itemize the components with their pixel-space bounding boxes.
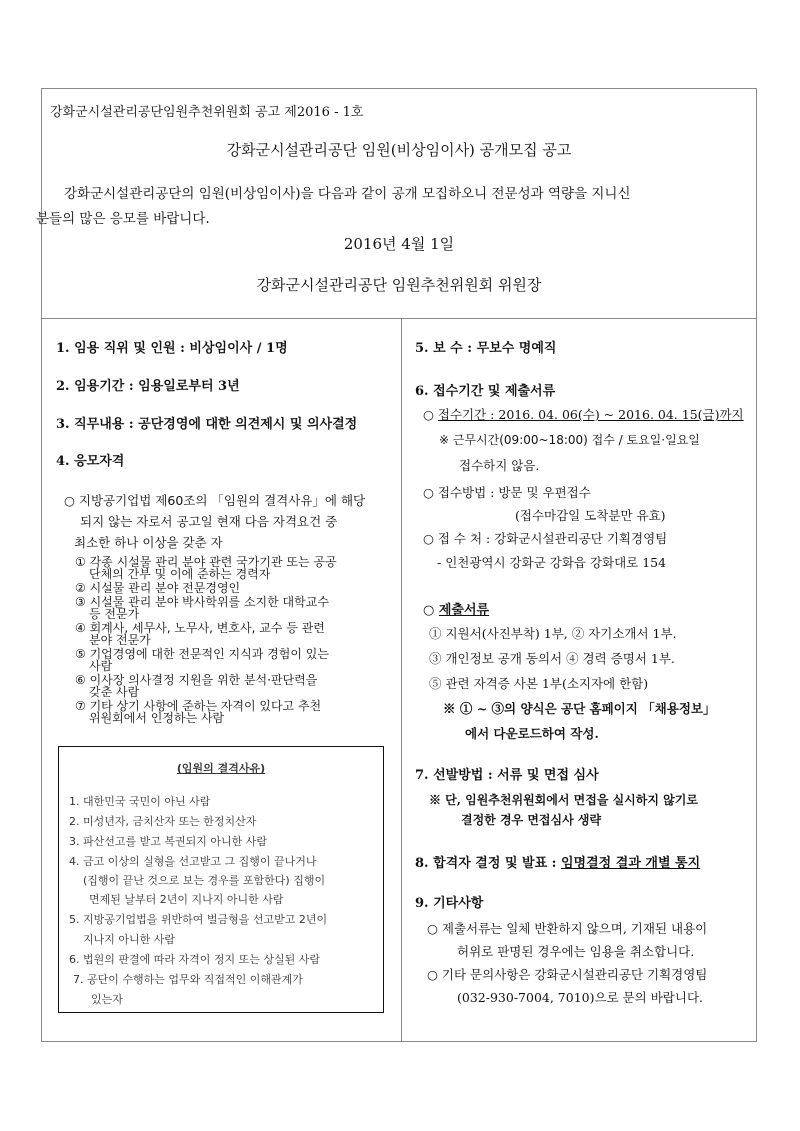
- hours-note-line-2: 접수하지 않음.: [459, 458, 540, 473]
- notice-header: [36, 89, 756, 319]
- disqualification-line: 면제된 날부터 2년이 지나지 아니한 사람: [89, 893, 284, 906]
- disqualification-line: 4. 금고 이상의 실형을 선고받고 그 집행이 끝나거나: [69, 855, 317, 868]
- notice-title: 강화군시설관리공단 임원(비상임이사) 공개모집 공고: [226, 141, 572, 159]
- section-8-announcement: 8. 합격자 결정 및 발표 : 임명결정 결과 개별 통지: [415, 856, 701, 871]
- other-note-1-line-1: ○ 제출서류는 일체 반환하지 않으며, 기재된 내용이: [427, 921, 708, 936]
- notice-number: 강화군시설관리공단임원추천위원회 공고 제2016 - 1호: [50, 105, 364, 120]
- section-3-duties: 3. 직무내용 : 공단경영에 대한 의견제시 및 의사결정: [56, 417, 358, 432]
- disqualification-title: (임원의 결격사유): [176, 762, 266, 775]
- qualification-item: ⑦ 기타 상기 사항에 준하는 자격이 있다고 추천 위원회에서 인정하는 사람: [75, 699, 322, 725]
- section-2-term: 2. 임용기간 : 임용일로부터 3년: [56, 379, 240, 394]
- disqualification-line: 5. 지방공기업법을 위반하여 벌금형을 선고받고 2년이: [69, 913, 328, 926]
- disqualification-line: 3. 파산선고를 받고 복권되지 아니한 사람: [69, 835, 267, 848]
- signer: 강화군시설관리공단 임원추천위원회 위원장: [256, 276, 542, 294]
- qual-intro-line-3: 최소한 하나 이상을 갖춘 자: [74, 535, 223, 550]
- hours-note-line-1: ※ 근무시간(09:00~18:00) 접수 / 토요일·일요일: [439, 433, 700, 447]
- qual-intro-line-2: 되지 않는 자로서 공고일 현재 다음 자격요건 중: [80, 514, 338, 529]
- intro-paragraph: [36, 182, 746, 232]
- column-divider: [401, 319, 402, 1041]
- application-period: ○ 접수기간 : 2016. 04. 06(수) ~ 2016. 04. 15(금)까지: [423, 407, 744, 422]
- office-address: - 인천광역시 강화군 강화읍 강화대로 154: [437, 555, 667, 570]
- application-method: ○ 접수방법 : 방문 및 우편접수: [423, 485, 591, 500]
- disqualification-line: (집행이 끝난 것으로 보는 경우를 포함한다) 집행이: [83, 874, 326, 887]
- intro-line-2: 분들의 많은 응모를 바랍니다.: [36, 211, 210, 227]
- qual-intro-line-1: ○ 지방공기업법 제60조의 「임원의 결격사유」에 해당: [64, 493, 366, 508]
- disqualification-line: 7. 공단이 수행하는 업무와 직접적인 이해관계가: [73, 973, 303, 986]
- notice-date: 2016년 4월 1일: [343, 235, 455, 253]
- qualification-item: ④ 회계사, 세무사, 노무사, 변호사, 교수 등 관련 분야 전문가: [75, 621, 325, 647]
- doc-line: ① 지원서(사진부착) 1부, ② 자기소개서 1부.: [429, 626, 677, 641]
- application-office: ○ 접 수 처 : 강화군시설관리공단 기획경영팀: [423, 531, 668, 546]
- section-7-selection: 7. 선발방법 : 서류 및 면접 심사: [415, 768, 599, 783]
- other-note-2-line-1: ○ 기타 문의사항은 강화군시설관리공단 기획경영팀: [427, 967, 708, 982]
- selection-note-line-2: 결정한 경우 면접심사 생략: [461, 813, 602, 827]
- qualification-item: ⑥ 이사장 의사결정 지원을 위한 분석·판단력을 갖춘 사람: [75, 673, 318, 699]
- section-1-position: 1. 임용 직위 및 인원 : 비상임이사 / 1명: [56, 341, 288, 356]
- application-method-note: (접수마감일 도착분만 유효): [515, 508, 666, 523]
- intro-line-1: 강화군시설관리공단의 임원(비상임이사)을 다음과 같이 공개 모집하오니 전문성과 역량을 지니신: [64, 186, 631, 202]
- section-9-other: 9. 기타사항: [415, 896, 484, 911]
- disqualification-line: 1. 대한민국 국민이 아닌 사람: [69, 795, 211, 808]
- qualification-item: ⑤ 기업경영에 대한 전문적인 지식과 경험이 있는 사람: [75, 647, 329, 673]
- doc-line: ⑤ 관련 자격증 사본 1부(소지자에 한함): [429, 676, 649, 691]
- selection-note-line-1: ※ 단, 임원추천위원회에서 면접을 실시하지 않기로: [429, 793, 698, 807]
- disqualification-line: 있는자: [91, 993, 123, 1006]
- section-4-qualifications: 4. 응모자격: [56, 454, 125, 469]
- section-5-compensation: 5. 보 수 : 무보수 명예직: [415, 341, 557, 356]
- section-6-application: 6. 접수기간 및 제출서류: [415, 384, 556, 399]
- disqualification-line: 6. 법원의 판결에 따라 자격이 정지 또는 상실된 사람: [69, 953, 320, 966]
- submission-docs-heading: ○ 제출서류: [423, 603, 490, 618]
- other-note-2-line-2: (032-930-7004, 7010)으로 문의 바랍니다.: [457, 990, 704, 1005]
- doc-line: ③ 개인정보 공개 동의서 ④ 경력 증명서 1부.: [429, 651, 675, 666]
- qualification-item: ① 각종 시설물 관리 분야 관련 국가기관 또는 공공 단체의 간부 및 이에 준하는 경력자: [75, 555, 337, 581]
- other-note-1-line-2: 허위로 판명된 경우에는 임용을 취소합니다.: [457, 944, 695, 959]
- disqualification-line: 2. 미성년자, 금치산자 또는 한정치산자: [69, 815, 257, 828]
- disqualification-box: [58, 746, 384, 1013]
- notice-document: [36, 88, 757, 1042]
- docs-note-line-2: 에서 다운로드하여 작성.: [465, 726, 599, 741]
- docs-note-line-1: ※ ① ~ ③의 양식은 공단 홈페이지 「채용정보」: [443, 701, 716, 716]
- qualification-item: ③ 시설물 관리 분야 박사학위를 소지한 대학교수 등 전문가: [75, 595, 329, 621]
- disqualification-line: 지나지 아니한 사람: [83, 933, 176, 946]
- qualification-item: ② 시설물 관리 분야 전문경영인: [75, 581, 241, 595]
